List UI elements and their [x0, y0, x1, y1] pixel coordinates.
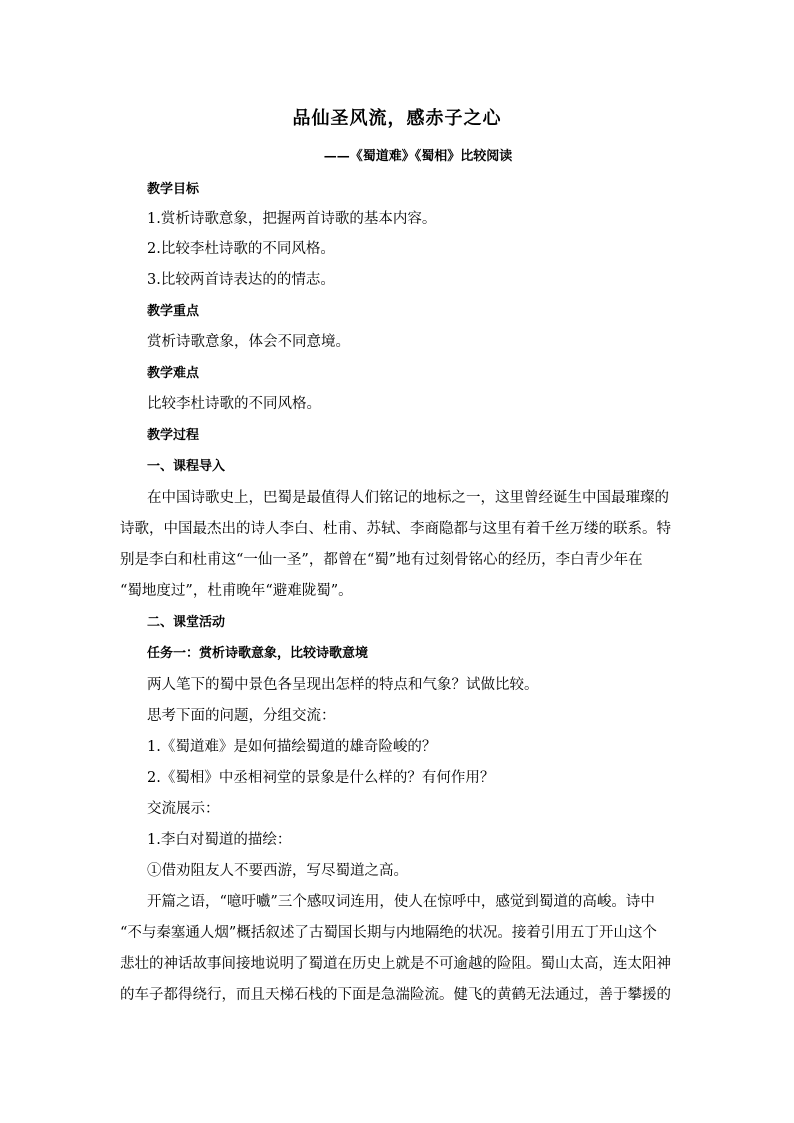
key-points-text: 赏析诗歌意象，体会不同意境。	[147, 334, 350, 350]
objective-3: 3.比较两首诗表达的的情志。	[147, 272, 335, 288]
heading-difficulties: 教学难点	[147, 366, 200, 381]
paragraph-line: 悲壮的神话故事间接地说明了蜀道在历史上就是不可逾越的险阻。蜀山太高，连太阳神	[120, 956, 671, 972]
paragraph-line: 两人笔下的蜀中景色各呈现出怎样的特点和气象？试做比较。	[147, 677, 539, 693]
heading-activities: 二、课堂活动	[147, 615, 226, 630]
task-one-heading: 任务一：赏析诗歌意象，比较诗歌意境	[147, 646, 369, 661]
heading-intro: 一、课程导入	[147, 459, 226, 474]
paragraph-line: “蜀地度过”，杜甫晚年“避难陇蜀”。	[120, 583, 353, 599]
question-1: 1.《蜀道难》是如何描绘蜀道的雄奇险峻的？	[147, 739, 437, 755]
paragraph-line: 开篇之语，“噫吁嚱”三个感叹词连用，使人在惊呼中，感觉到蜀道的高峻。诗中	[147, 894, 655, 910]
heading-process: 教学过程	[147, 428, 200, 443]
doc-title: 品仙圣风流，感赤子之心	[292, 108, 502, 129]
paragraph-line: 诗歌，中国最杰出的诗人李白、杜甫、苏轼、李商隐都与这里有着千丝万缕的联系。特	[120, 521, 671, 537]
question-2: 2.《蜀相》中丞相祠堂的景象是什么样的？有何作用？	[147, 770, 495, 786]
paragraph-line: 思考下面的问题，分组交流：	[147, 708, 336, 724]
objective-1: 1.赏析诗歌意象，把握两首诗歌的基本内容。	[147, 211, 437, 227]
objective-2: 2.比较李杜诗歌的不同风格。	[147, 241, 335, 257]
doc-subtitle: ——《蜀道难》《蜀相》比较阅读	[323, 149, 513, 164]
paragraph-line: “不与秦塞通人烟”概括叙述了古蜀国长期与内地隔绝的状况。接着引用五丁开山这个	[120, 925, 657, 941]
paragraph-line: 交流展示：	[147, 801, 220, 817]
paragraph-line: ①借劝阻友人不要西游，写尽蜀道之高。	[147, 863, 408, 879]
paragraph-line: 的车子都得绕行，而且天梯石栈的下面是急湍险流。健飞的黄鹤无法通过，善于攀援的	[120, 987, 671, 1003]
paragraph-line: 别是李白和杜甫这“一仙一圣”，都曾在“蜀”地有过刻骨铭心的经历，李白青少年在	[120, 552, 643, 568]
paragraph-line: 1.李白对蜀道的描绘：	[147, 832, 292, 848]
difficulties-text: 比较李杜诗歌的不同风格。	[147, 396, 321, 412]
paragraph-line: 在中国诗歌史上，巴蜀是最值得人们铭记的地标之一，这里曾经诞生中国最璀璨的	[147, 490, 669, 506]
heading-key-points: 教学重点	[147, 304, 200, 319]
heading-objectives: 教学目标	[147, 182, 200, 197]
